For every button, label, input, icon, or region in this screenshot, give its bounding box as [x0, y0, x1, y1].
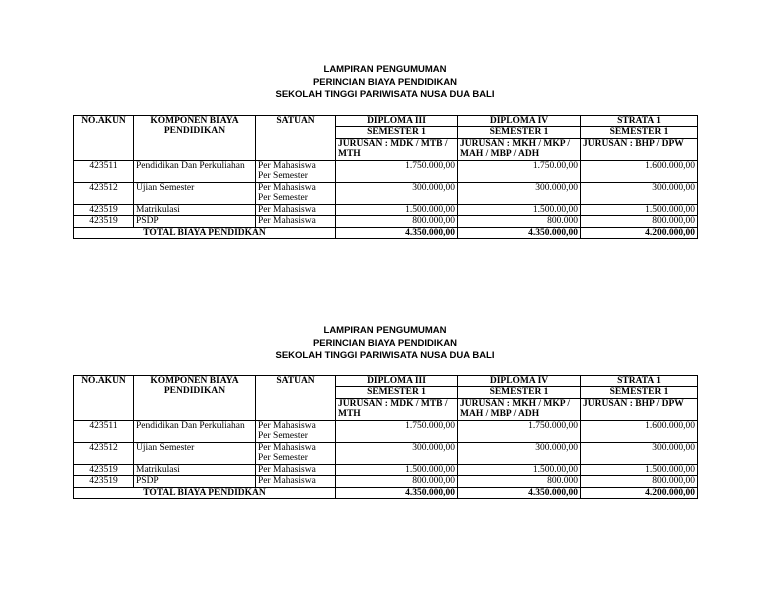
total-row [74, 227, 698, 239]
announcement-block-1 [73, 64, 697, 239]
cell-akun: 423519 [74, 204, 134, 216]
table-row [74, 476, 698, 488]
header-semester: SEMESTER 1 [581, 127, 698, 139]
table-row [74, 204, 698, 216]
header-no-akun: NO.AKUN [74, 375, 134, 420]
header-program: STRATA 1 [581, 115, 698, 127]
cell-s1: 1.600.000,00 [581, 420, 698, 442]
cell-komponen: Ujian Semester [134, 442, 256, 464]
header-semester: SEMESTER 1 [336, 387, 458, 399]
cell-satuan [256, 442, 336, 464]
cell-d4: 1.500.00,00 [458, 464, 581, 476]
satuan-line: Per Mahasiswa [258, 160, 316, 171]
header-no-akun: NO.AKUN [74, 115, 134, 160]
header-jurusan: JURUSAN : MKH / MKP / MAH / MBP / ADH [458, 138, 581, 160]
header-komponen: KOMPONEN BIAYA PENDIDIKAN [134, 375, 256, 420]
header-semester: SEMESTER 1 [458, 127, 581, 139]
document-title [73, 325, 697, 363]
header-semester: SEMESTER 1 [458, 387, 581, 399]
header-jurusan: JURUSAN : MDK / MTB / MTH [336, 138, 458, 160]
cell-akun: 423519 [74, 216, 134, 228]
header-program: DIPLOMA IV [458, 375, 581, 387]
header-program: DIPLOMA IV [458, 115, 581, 127]
cell-akun: 423519 [74, 464, 134, 476]
header-satuan: SATUAN [256, 375, 336, 420]
header-jurusan: JURUSAN : BHP / DPW [581, 398, 698, 420]
cell-satuan [256, 420, 336, 442]
cell-s1: 1.500.000,00 [581, 204, 698, 216]
satuan-line: Per Semester [258, 171, 308, 181]
cell-d3: 1.500.000,00 [336, 464, 458, 476]
header-jurusan: JURUSAN : BHP / DPW [581, 138, 698, 160]
header-jurusan: JURUSAN : MDK / MTB / MTH [336, 398, 458, 420]
cell-akun: 423511 [74, 420, 134, 442]
title-line: LAMPIRAN PENGUMUMAN [323, 64, 447, 75]
cell-komponen: Matrikulasi [134, 204, 256, 216]
cell-satuan: Per Mahasiswa [256, 464, 336, 476]
table-row [74, 182, 698, 204]
title-line: SEKOLAH TINGGI PARIWISATA NUSA DUA BALI [275, 350, 495, 361]
cell-d4: 1.750.00,00 [458, 160, 581, 182]
satuan-line: Per Semester [258, 453, 308, 463]
table-row [74, 442, 698, 464]
total-d3: 4.350.000,00 [336, 227, 458, 239]
cell-akun: 423511 [74, 160, 134, 182]
cell-s1: 1.500.000,00 [581, 464, 698, 476]
cell-d3: 800.000,00 [336, 476, 458, 488]
header-program: STRATA 1 [581, 375, 698, 387]
cell-akun: 423519 [74, 476, 134, 488]
cell-d3: 1.750.000,00 [336, 160, 458, 182]
cell-d4: 800.000 [458, 476, 581, 488]
title-line: PERINCIAN BIAYA PENDIDIKAN [312, 337, 458, 349]
total-s1: 4.200.000,00 [581, 487, 698, 499]
cell-d3: 800.000,00 [336, 216, 458, 228]
header-satuan: SATUAN [256, 115, 336, 160]
title-line: LAMPIRAN PENGUMUMAN [323, 325, 447, 336]
cell-satuan: Per Mahasiswa [256, 216, 336, 228]
table-row [74, 160, 698, 182]
satuan-line: Per Mahasiswa [258, 420, 316, 431]
total-label: TOTAL BIAYA PENDIDKAN [74, 227, 336, 239]
header-semester: SEMESTER 1 [581, 387, 698, 399]
cell-d4: 300.000,00 [458, 442, 581, 464]
cell-d4: 1.500.00,00 [458, 204, 581, 216]
cell-akun: 423512 [74, 182, 134, 204]
total-label: TOTAL BIAYA PENDIDKAN [74, 487, 336, 499]
header-jurusan: JURUSAN : MKH / MKP / MAH / MBP / ADH [458, 398, 581, 420]
cell-s1: 300.000,00 [581, 182, 698, 204]
cell-d4: 300.000,00 [458, 182, 581, 204]
cell-s1: 300.000,00 [581, 442, 698, 464]
cell-d4: 800.000 [458, 216, 581, 228]
cell-komponen: Matrikulasi [134, 464, 256, 476]
cell-s1: 800.000,00 [581, 216, 698, 228]
total-d4: 4.350.000,00 [458, 487, 581, 499]
cell-s1: 800.000,00 [581, 476, 698, 488]
fee-table [73, 375, 698, 500]
cell-komponen: Pendidikan Dan Perkuliahan [134, 420, 256, 442]
cell-satuan [256, 160, 336, 182]
cell-akun: 423512 [74, 442, 134, 464]
table-row [74, 464, 698, 476]
header-komponen: KOMPONEN BIAYA PENDIDIKAN [134, 115, 256, 160]
document-title [73, 64, 697, 102]
header-program: DIPLOMA III [336, 375, 458, 387]
header-semester: SEMESTER 1 [336, 127, 458, 139]
announcement-block-2 [73, 325, 697, 499]
cell-satuan [256, 182, 336, 204]
cell-komponen: PSDP [134, 476, 256, 488]
cell-komponen: Pendidikan Dan Perkuliahan [134, 160, 256, 182]
satuan-line: Per Mahasiswa [258, 442, 316, 453]
cell-d3: 1.500.000,00 [336, 204, 458, 216]
cell-d3: 1.750.000,00 [336, 420, 458, 442]
total-d4: 4.350.000,00 [458, 227, 581, 239]
cell-satuan: Per Mahasiswa [256, 204, 336, 216]
table-row [74, 420, 698, 442]
fee-table [73, 115, 698, 240]
header-program: DIPLOMA III [336, 115, 458, 127]
satuan-line: Per Semester [258, 431, 308, 441]
title-line: PERINCIAN BIAYA PENDIDIKAN [312, 76, 458, 88]
total-row [74, 487, 698, 499]
cell-satuan: Per Mahasiswa [256, 476, 336, 488]
total-d3: 4.350.000,00 [336, 487, 458, 499]
cell-komponen: PSDP [134, 216, 256, 228]
cell-s1: 1.600.000,00 [581, 160, 698, 182]
satuan-line: Per Mahasiswa [258, 182, 316, 193]
total-s1: 4.200.000,00 [581, 227, 698, 239]
cell-d3: 300.000,00 [336, 442, 458, 464]
title-line: SEKOLAH TINGGI PARIWISATA NUSA DUA BALI [275, 89, 495, 100]
cell-komponen: Ujian Semester [134, 182, 256, 204]
cell-d4: 1.750.000,00 [458, 420, 581, 442]
table-row [74, 216, 698, 228]
cell-d3: 300.000,00 [336, 182, 458, 204]
satuan-line: Per Semester [258, 193, 308, 203]
